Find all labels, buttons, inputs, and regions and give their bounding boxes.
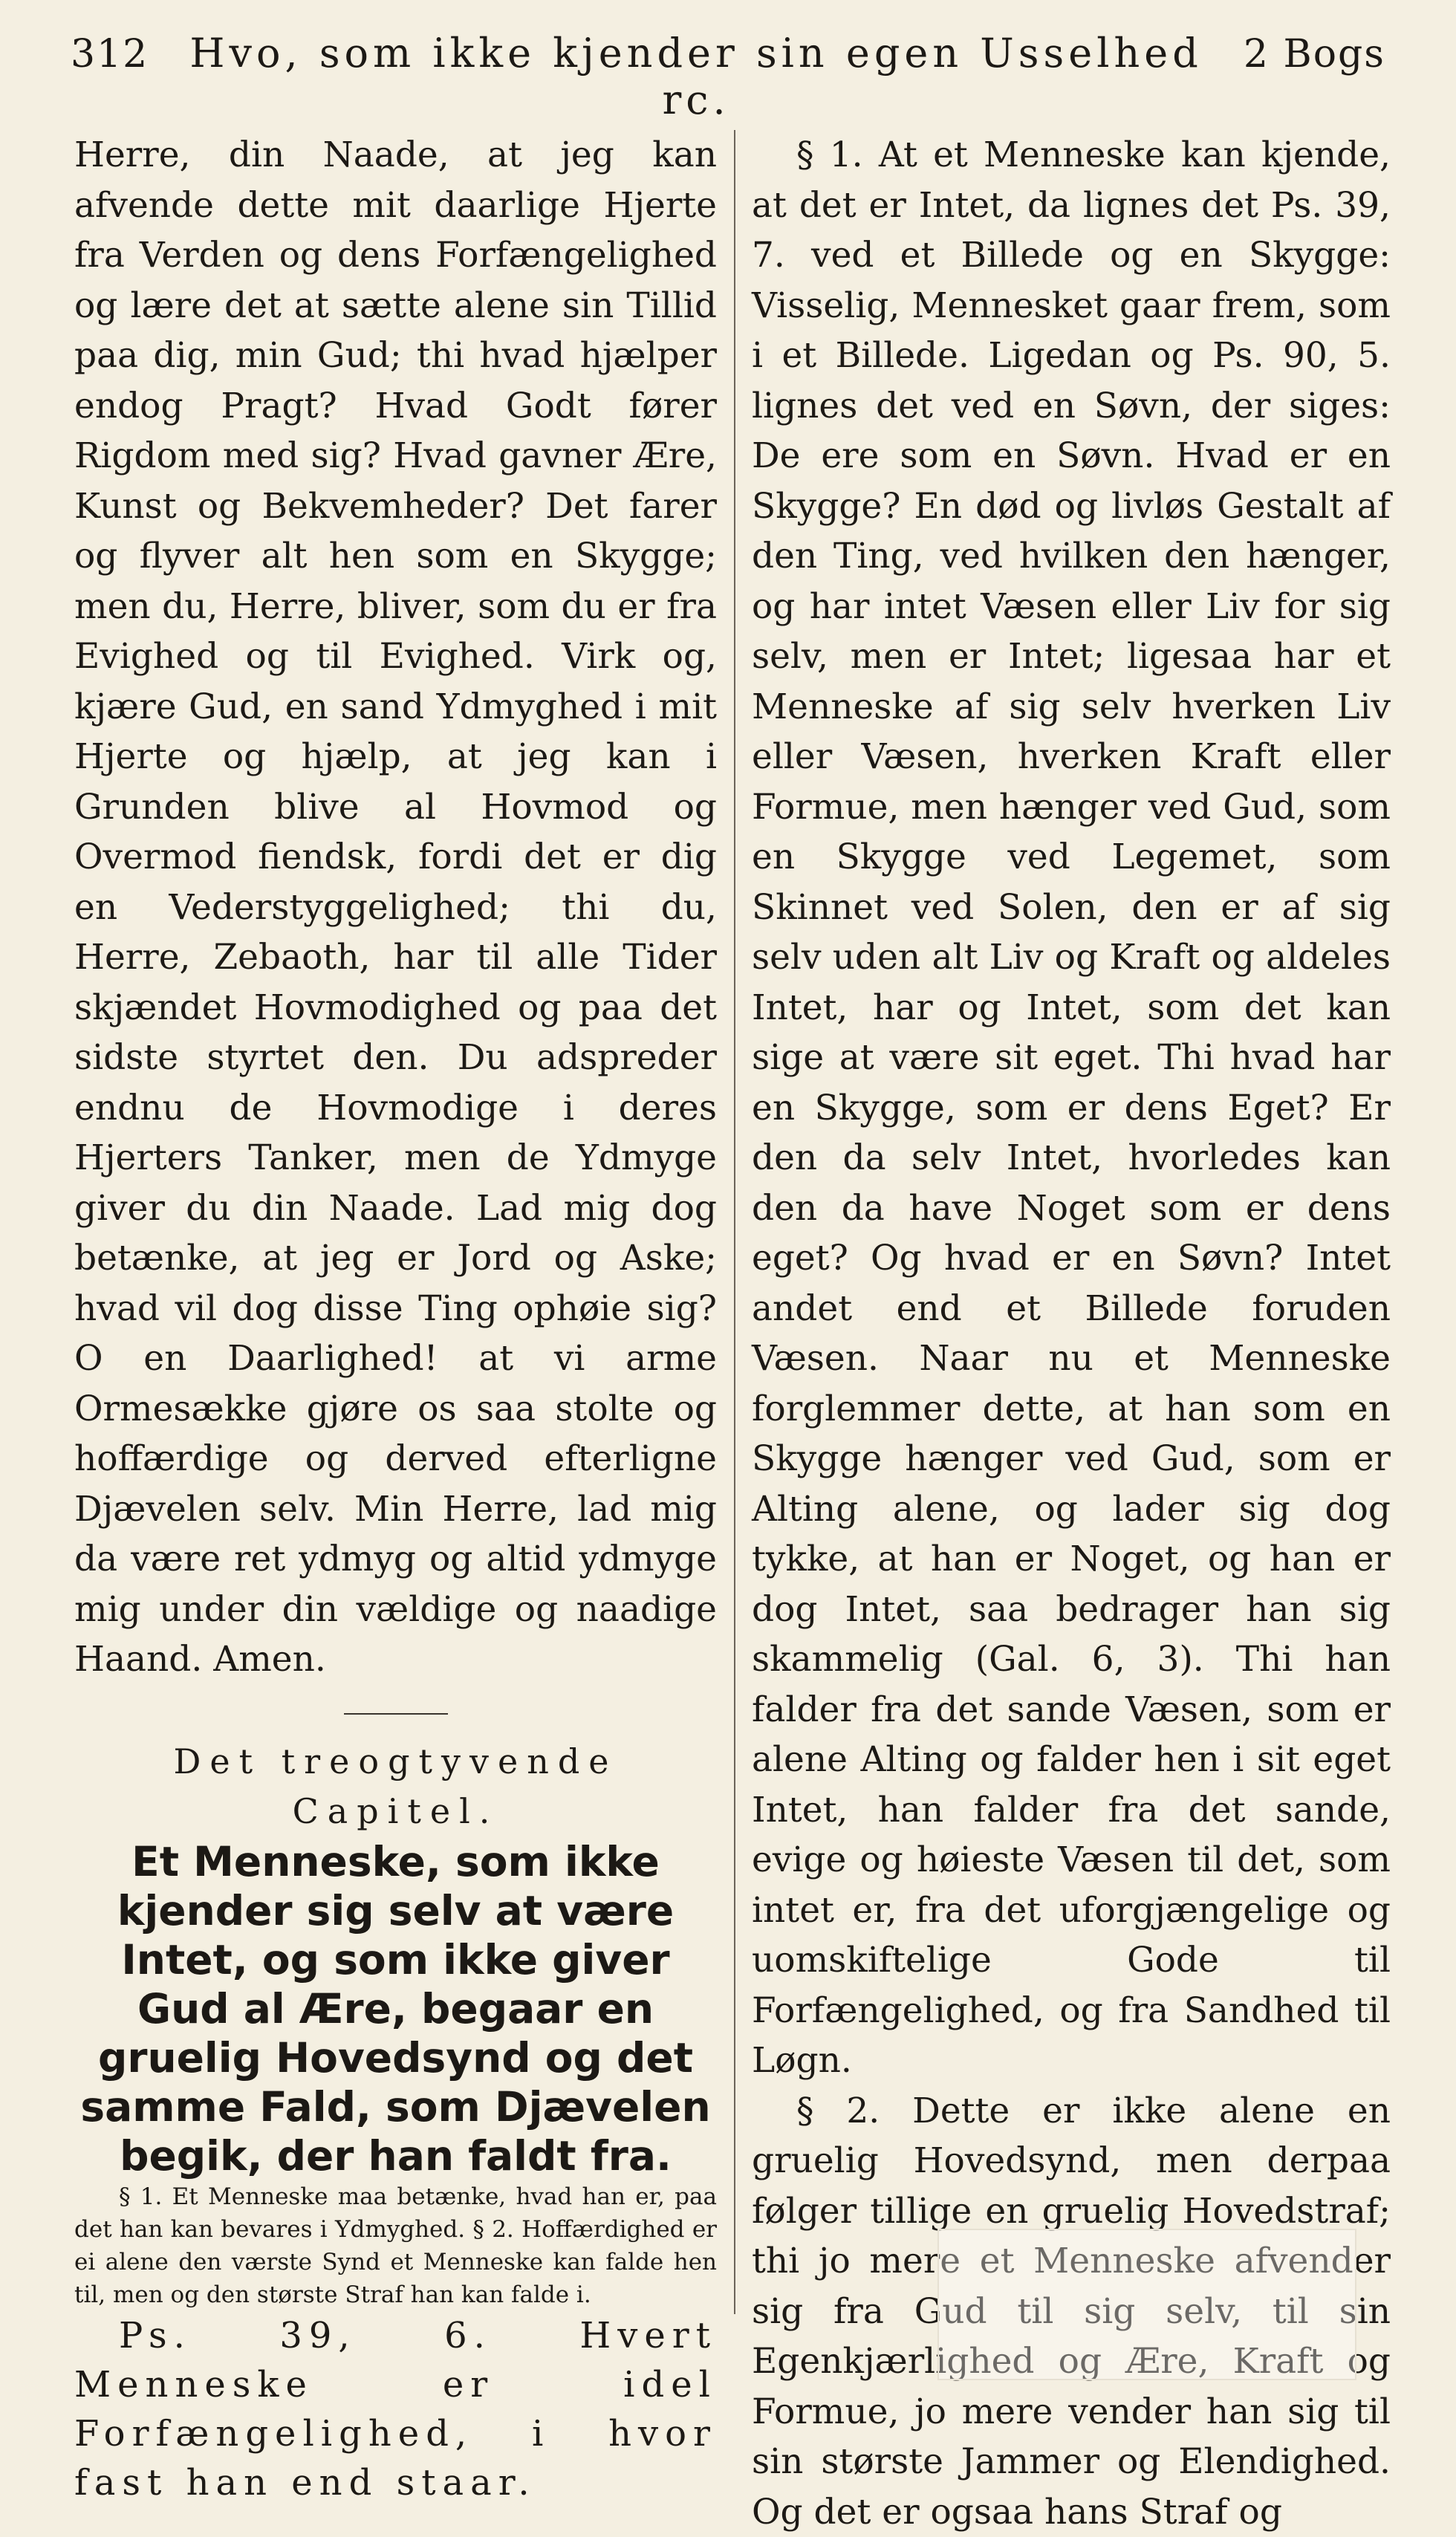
epigraph-verse: Ps. 39, 6. Hvert Menneske er idel Forfængelighed, i hvor fast han end staar. — [74, 2311, 717, 2507]
page-header — [71, 30, 1385, 97]
page-number: 312 — [71, 32, 149, 77]
section-1: § 1. At et Menneske kan kjende, at det er Intet, da lignes det Ps. 39, 7. ved et Billede og en Skygge: Visselig, Mennesket gaar frem, som i et Billede. Ligedan og Ps. 90, 5. lignes det ved en Søvn, der siges: De ere som en Søvn. Hvad er en Skygge? En død og livløs Gestalt af den Ting, ved hvilken den hænger, og har intet Væsen eller Liv for sig selv, men er Intet; ligesaa har et Menneske af sig selv hverken Liv eller Væsen, hverken Kraft eller Formue, men hænger ved Gud, som en Skygge ved Legemet, som Skinnet ved Solen, den er af sig selv uden alt Liv og Kraft og aldeles Intet, har og Intet, som det kan sige at være sit eget. Thi hvad har en Skygge, som er dens Eget? Er den da selv Intet, hvorledes kan den da have Noget som er dens eget? Og hvad er en Søvn? Intet andet end et Billede foruden Væsen. Naar nu et Menneske forglemmer dette, at han som en Skygge hænger ved Gud, som er Alting alene, og lader sig dog tykke, at han er Noget, og han er dog Intet, saa bedrager han sig skammelig (Gal. 6, 3). Thi han falder fra det sande Væsen, som er alene Alting og falder hen i sit eget Intet, han falder fra det sande, evige og høieste Væsen til det, som intet er, fra det uforgjængelige og uomskiftelige Gode til Forfængelighed, og fra Sandhed til Løgn. — [752, 130, 1391, 2086]
section-rule — [344, 1713, 448, 1715]
prayer-paragraph: Herre, din Naade, at jeg kan afvende dette mit daarlige Hjerte fra Verden og dens Forfængelighed og lære det at sætte alene sin Tillid paa dig, min Gud; thi hvad hjælper endog Pragt? Hvad Godt fører Rigdom med sig? Hvad gavner Ære, Kunst og Bekvemheder? Det farer og flyver alt hen som en Skygge; men du, Herre, bliver, som du er fra Evighed og til Evighed. Virk og, kjære Gud, en sand Ydmyghed i mit Hjerte og hjælp, at jeg kan i Grunden blive al Hovmod og Overmod fiendsk, fordi det er dig en Vederstyggelighed; thi du, Herre, Zebaoth, har til alle Tider skjændet Hovmodighed og paa det sidste styrtet den. Du adspreder endnu de Hovmodige i deres Hjerters Tanker, men de Ydmyge giver du din Naade. Lad mig dog betænke, at jeg er Jord og Aske; hvad vil dog disse Ting ophøie sig? O en Daarlighed! at vi arme Ormesække gjøre os saa stolte og hoffærdige og derved efterligne Djævelen selv. Min Herre, lad mig da være ret ydmyg og altid ydmyge mig under din vældige og naadige Haand. Amen. — [74, 130, 717, 1685]
section-2: § 2. Dette er ikke alene en gruelig Hovedsynd, men derpaa følger tillige en gruelig Hovedstraf; thi jo mere et Menneske afvender sig fra Gud til sig selv, til sin Egenkjærlighed og Ære, Kraft og Formue, jo mere vender han sig til sin største Jammer og Elendighed. Og det er ogsaa hans Straf og — [752, 2086, 1391, 2537]
running-title: Hvo, som ikke kjender sin egen Usselhed rc. — [149, 30, 1244, 123]
chapter-title: Et Menneske, som ikke kjender sig selv at være Intet, og som ikke giver Gud al Ære, begaar en gruelig Hovedsynd og det samme Fald, som Djævelen begik, der han faldt fra. — [74, 1837, 717, 2180]
paper-stain — [937, 2229, 1356, 2380]
chapter-summary: § 1. Et Menneske maa betænke, hvad han er, paa det han kan bevares i Ydmyghed. § 2. Hoffærdighed er ei alene den værste Synd et Menneske kan falde hen til, men og den største Straf han kan falde i. — [74, 2180, 717, 2311]
book-label: 2 Bogs — [1244, 32, 1385, 77]
left-column — [74, 130, 717, 2507]
right-column — [752, 130, 1391, 2537]
chapter-label: Det treogtyvende Capitel. — [74, 1737, 717, 1837]
column-divider — [734, 130, 735, 2314]
